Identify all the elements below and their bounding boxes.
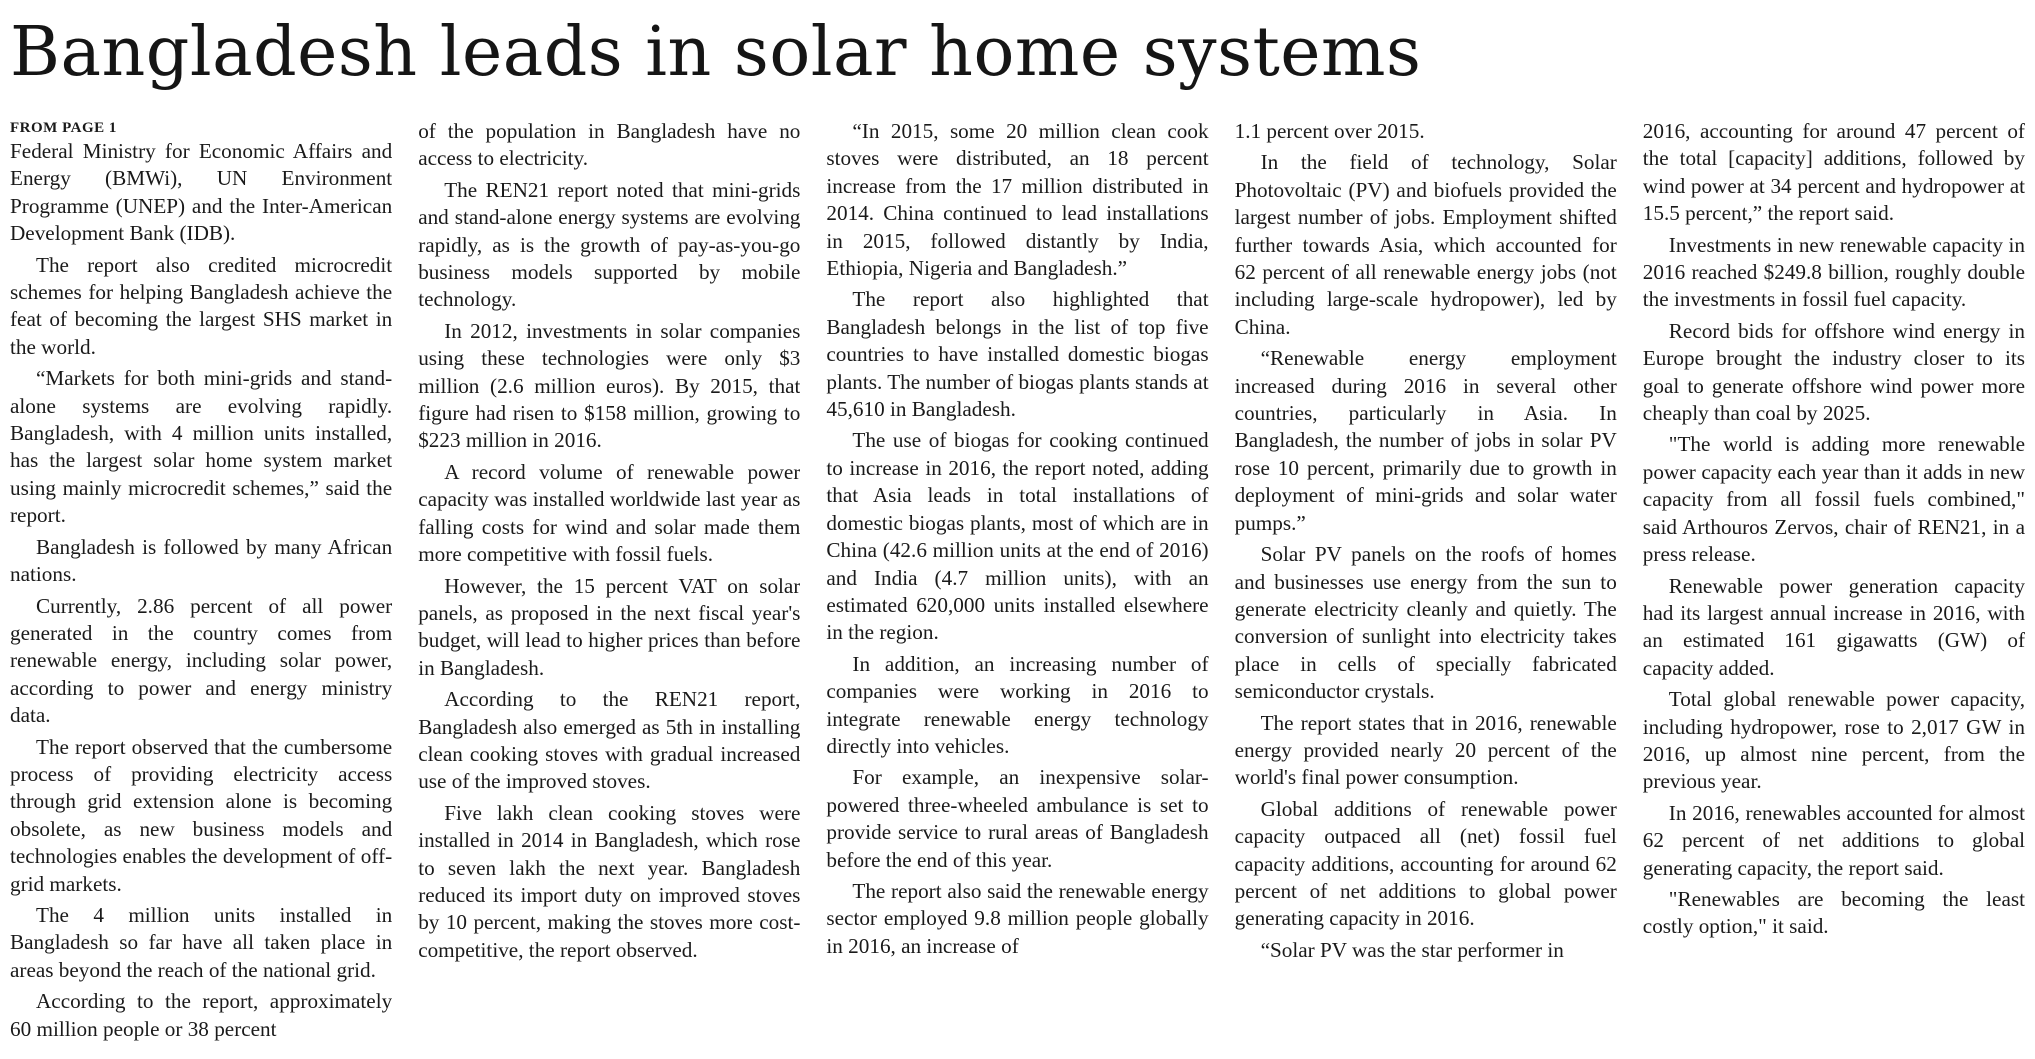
paragraph: Five lakh clean cooking stoves were installed in 2014 in Bangladesh, which rose to seven lakh the next year. Bangladesh reduced its import duty on improved stoves by 10 percent, making the stoves more cost-competitive, the report observed.: [418, 800, 801, 962]
paragraph: “In 2015, some 20 million clean cook stoves were distributed, an 18 percent increase from the 17 million distributed in 2014. China continued to lead installations in 2015, followed distantly by India, Ethiopia, Nigeria and Bangladesh.”: [826, 119, 1209, 281]
paragraph: Investments in new renewable capacity in 2016 reached $249.8 billion, roughly double the investments in fossil fuel capacity.: [1642, 232, 2025, 312]
paragraph: 1.1 percent over 2015.: [1234, 119, 1425, 143]
paragraph: Federal Ministry for Economic Affairs and Energy (BMWi), UN Environment Programme (UNEP) and the Inter-American Development Bank (IDB).: [10, 139, 393, 246]
paragraph: The report also said the renewable energy sector employed 9.8 million people globally in 2016, an increase of: [826, 878, 1209, 958]
paragraph: However, the 15 percent VAT on solar panels, as proposed in the next fiscal year's budget, will lead to higher prices than before in Bangladesh.: [418, 573, 801, 680]
paragraph: “Renewable energy employment increased during 2016 in several other countries, particularly in Asia. In Bangladesh, the number of jobs in solar PV rose 10 percent, primarily due to growth in deployment of mini-grids and solar water pumps.”: [1234, 346, 1617, 535]
paragraph: Record bids for offshore wind energy in Europe brought the industry closer to its goal to generate offshore wind power more cheaply than coal by 2025.: [1642, 318, 2025, 426]
paragraph: Bangladesh is followed by many African nations.: [10, 534, 393, 587]
paragraph: The 4 million units installed in Bangladesh so far have all taken place in areas beyond the reach of the national grid.: [10, 902, 393, 982]
paragraph: In 2016, renewables accounted for almost 62 percent of net additions to global generating capacity, the report said.: [1642, 800, 2025, 880]
article-body: [10, 118, 2025, 1053]
paragraph: Global additions of renewable power capacity outpaced all (net) fossil fuel capacity additions, accounting for around 62 percent of net additions to global power generating capacity in 2016.: [1234, 796, 1617, 931]
paragraph: In the field of technology, Solar Photovoltaic (PV) and biofuels provided the largest number of jobs. Employment shifted further towards Asia, which accounted for 62 percent of all renewable energy jobs (not including large-scale hydropower), led by China.: [1234, 150, 1617, 339]
article-column-4: [1235, 118, 1617, 1053]
paragraph: A record volume of renewable power capacity was installed worldwide last year as falling costs for wind and solar made them more competitive with fossil fuels.: [418, 459, 801, 567]
paragraph: “Solar PV was the star performer in: [1260, 937, 1564, 962]
paragraph: In 2012, investments in solar companies using these technologies were only $3 million (2.6 million euros). By 2015, that figure had risen to $158 million, growing to $223 million in 2016.: [418, 318, 801, 453]
paragraph: The use of biogas for cooking continued to increase in 2016, the report noted, adding that Asia leads in total installations of domestic biogas plants, most of which are in China (42.6 million units at the end of 2016) and India (4.7 million units), with an estimated 620,000 units installed elsewhere in the region.: [826, 428, 1209, 645]
paragraph: For example, an inexpensive solar-powered three-wheeled ambulance is set to provide service to rural areas of Bangladesh before the end of this year.: [826, 765, 1209, 872]
paragraph: "Renewables are becoming the least costly option," it said.: [1642, 886, 2025, 939]
article-column-2: [418, 118, 800, 1053]
paragraph: “Markets for both mini-grids and stand-alone systems are evolving rapidly. Bangladesh, with 4 million units installed, has the largest solar home system market using mainly microcredit schemes,” said the report.: [10, 366, 393, 528]
paragraph: The report also highlighted that Bangladesh belongs in the list of top five countries to have installed domestic biogas plants. The number of biogas plants stands at 45,610 in Bangladesh.: [826, 287, 1209, 422]
paragraph: In addition, an increasing number of companies were working in 2016 to integrate renewable energy technology directly into vehicles.: [826, 651, 1209, 758]
paragraph: Total global renewable power capacity, including hydropower, rose to 2,017 GW in 2016, up almost nine percent, from the previous year.: [1642, 687, 2025, 794]
paragraph: "The world is adding more renewable power capacity each year than it adds in new capacity from all fossil fuels combined," said Arthouros Zervos, chair of REN21, in a press release.: [1642, 432, 2025, 567]
article-column-5: [1643, 118, 2025, 1053]
paragraph: Renewable power generation capacity had its largest annual increase in 2016, with an estimated 161 gigawatts (GW) of capacity added.: [1642, 573, 2025, 680]
paragraph: Currently, 2.86 percent of all power generated in the country comes from renewable energy, including solar power, according to power and energy ministry data.: [10, 593, 393, 728]
headline: Bangladesh leads in solar home systems: [10, 13, 1422, 92]
paragraph: According to the report, approximately 60 million people or 38 percent: [10, 989, 393, 1041]
paragraph: The report also credited microcredit schemes for helping Bangladesh achieve the feat of becoming the largest SHS market in the world.: [10, 252, 393, 359]
article-column-1: [10, 118, 392, 1053]
article-column-3: [826, 118, 1208, 1053]
paragraph: The REN21 report noted that mini-grids and stand-alone energy systems are evolving rapidly, as is the growth of pay-as-you-go business models supported by mobile technology.: [418, 177, 801, 312]
paragraph: 2016, accounting for around 47 percent of the total [capacity] additions, followed by wind power at 34 percent and hydropower at 15.5 percent,” the report said.: [1642, 119, 2025, 226]
paragraph: of the population in Bangladesh have no access to electricity.: [418, 119, 801, 171]
paragraph: The report observed that the cumbersome process of providing electricity access through grid extension alone is becoming obsolete, as new business models and technologies enables the development of off-grid markets.: [10, 734, 393, 896]
paragraph: According to the REN21 report, Bangladesh also emerged as 5th in installing clean cooking stoves with gradual increased use of the improved stoves.: [418, 687, 801, 794]
paragraph: Solar PV panels on the roofs of homes and businesses use energy from the sun to generate electricity cleanly and quietly. The conversion of sunlight into electricity takes place in cells of specially fabricated semiconductor crystals.: [1234, 542, 1617, 704]
paragraph: The report states that in 2016, renewable energy provided nearly 20 percent of the world's final power consumption.: [1234, 710, 1617, 790]
kicker: FROM PAGE 1: [10, 120, 117, 136]
